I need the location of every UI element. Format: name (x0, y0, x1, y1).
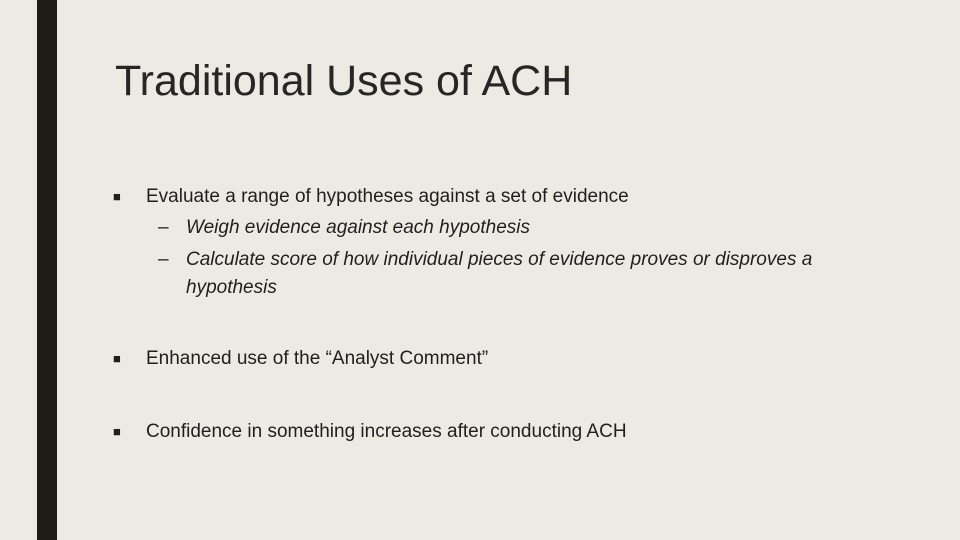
square-bullet-icon: ■ (113, 189, 121, 204)
bullet-text: Confidence in something increases after conducting ACH (146, 421, 627, 442)
dash-bullet-icon: – (158, 249, 169, 270)
sub-bullet-text: Weigh evidence against each hypothesis (186, 217, 530, 238)
square-bullet-icon: ■ (113, 424, 121, 439)
bullet-text: Evaluate a range of hypotheses against a set of evidence (146, 186, 629, 207)
square-bullet-icon: ■ (113, 351, 121, 366)
bullet-text: Enhanced use of the “Analyst Comment” (146, 348, 489, 369)
sub-bullet-text: Calculate score of how individual pieces of evidence proves or disproves a hypothesis (186, 249, 813, 298)
slide-title: Traditional Uses of ACH (115, 57, 573, 105)
dash-bullet-icon: – (158, 217, 169, 238)
decorative-side-bar (37, 0, 57, 540)
